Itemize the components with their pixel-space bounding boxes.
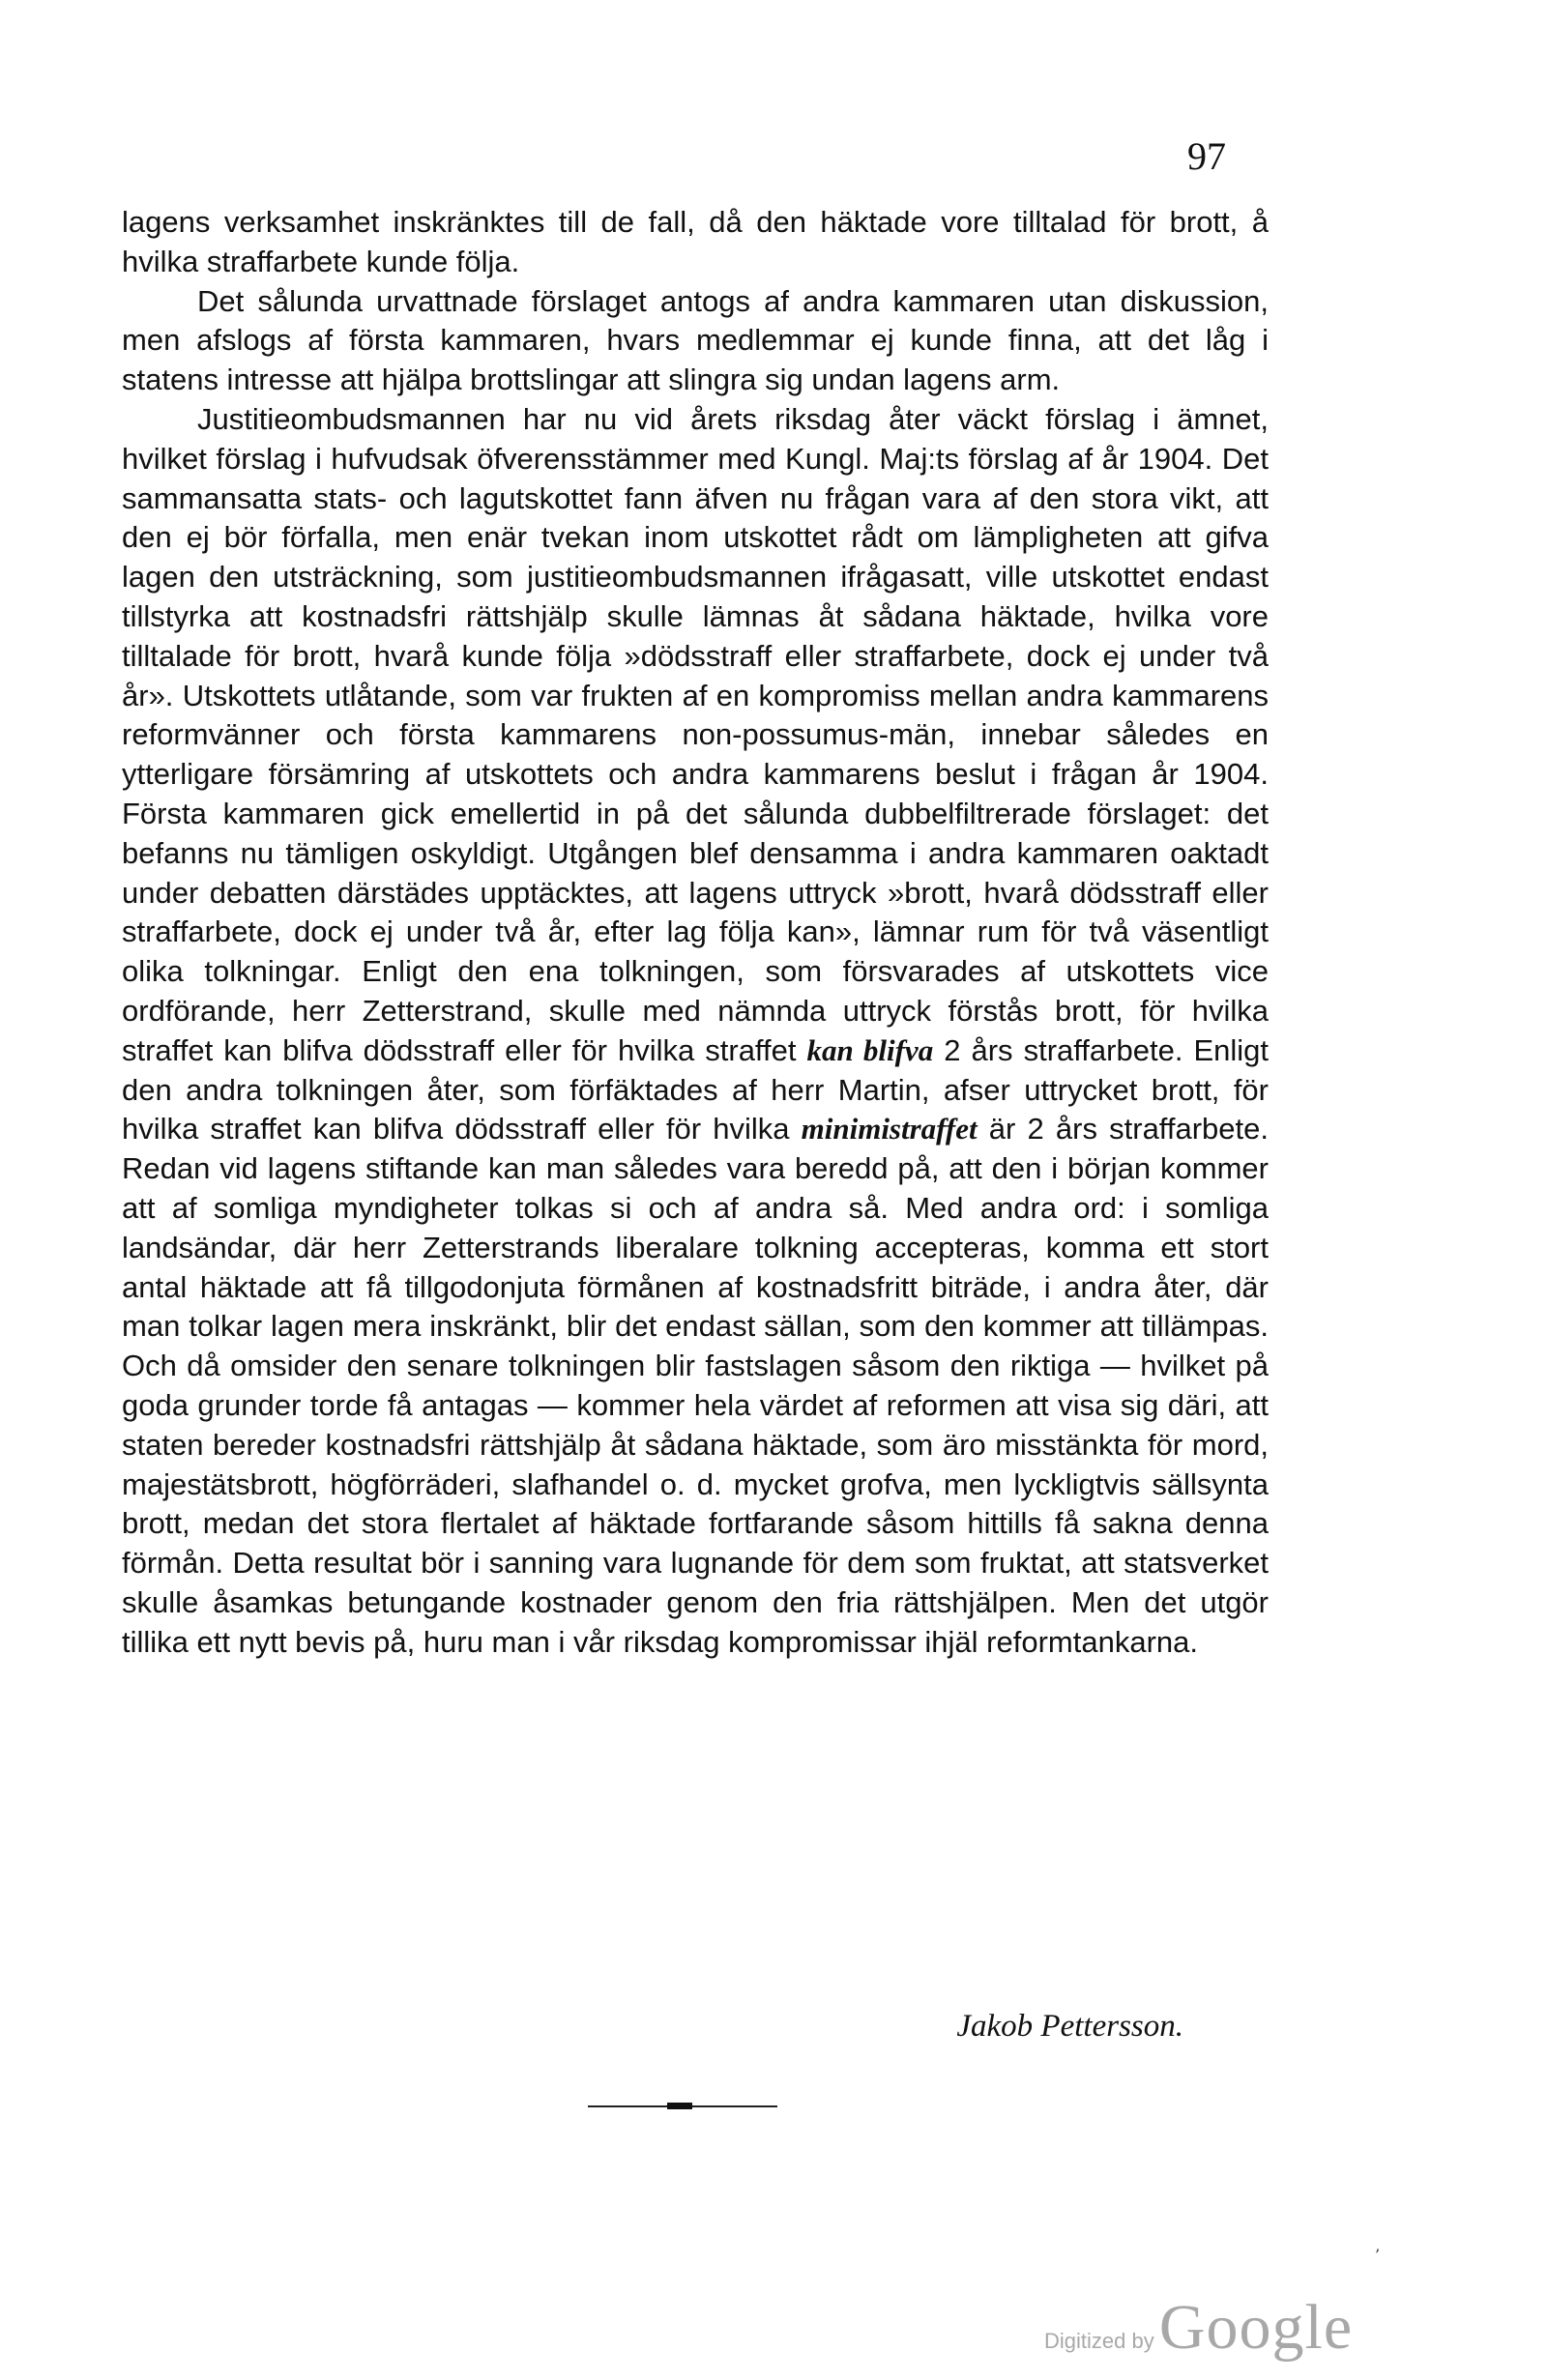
section-divider bbox=[588, 2105, 777, 2107]
paragraph-3-text: Justitieombudsmannen har nu vid årets riksdag åter väckt förslag i ämnet, hvilket förslag i hufvudsak öfverensstämmer med Kungl. Maj:ts förslag af år 1904. Det sammansatta stats- och lagutskottet fann äfven nu frågan vara af den stora vikt, att den ej bör förfalla, men enär tvekan inom utskottet rådt om lämpligheten att gifva lagen den utsträckning, som justitieombudsmannen ifrågasatt, ville utskottet endast tillstyrka att kostnadsfri rättshjälp skulle lämnas åt sådana häktade, hvilka vore tilltalade för brott, hvarå kunde följa »dödsstraff eller straffarbete, dock ej under två år». Utskottets utlåtande, som var frukten af en kompromiss mellan andra kammarens reformvänner och första kammarens non-possumus-män, innebar således en ytterligare försämring af utskottets och andra kammarens beslut i frågan år 1904. Första kammaren gick emellertid in på det sålunda dubbelfiltrerade förslaget: det befanns nu tämligen oskyldigt. Utgången blef densamma i andra kammaren oaktadt under debatten därstädes upptäcktes, att lagens uttryck »brott, hvarå dödsstraff eller straffarbete, dock ej under två år, efter lag följa kan», lämnar rum för två väsentligt olika tolkningar. Enligt den ena tolkningen, som försvarades af utskottets vice ordförande, herr Zetterstrand, skulle med nämnda uttryck förstås brott, för hvilka straffet kan blifva dödsstraff eller för hvilka straffet bbox=[122, 401, 1269, 1067]
paragraph-3-continued-2: är 2 års straffarbete. Redan vid lagens stiftande kan man således vara beredd på, att den i början kommer att af somliga myndigheter tolkas si och af andra så. Med andra ord: i somliga landsändar, där herr Zetterstrands liberalare tolkning accepteras, komma ett stort antal häktade att få tillgodonjuta förmånen af kostnadsfritt biträde, i andra åter, där man tolkar lagen mera inskränkt, blir det endast sällan, som den kommer att tillämpas. Och då omsider den senare tolkningen blir fastslagen såsom den riktiga — hvilket på goda grunder torde få antagas — kommer hela värdet af reformen att visa sig däri, att staten bereder kostnadsfri rättshjälp åt sådana häktade, som äro misstänkta för mord, majestätsbrott, högförräderi, slafhandel o. d. mycket grofva, men lyckligtvis sällsynta brott, medan det stora flertalet af häktade fortfarande såsom hittills få sakna denna förmån. Detta resultat bör i sanning vara lugnande för dem som fruktat, att statsverket skulle åsamkas betungande kostnader genom den fria rättshjälpen. Men det utgör tillika ett nytt bevis på, huru man i vår riksdag kompromissar ihjäl reformtankarna. bbox=[122, 1112, 1269, 1659]
divider-ornament bbox=[667, 2103, 692, 2109]
page-number: 97 bbox=[1187, 134, 1226, 178]
article-body bbox=[122, 203, 1269, 1662]
google-logo: Google bbox=[1158, 2292, 1354, 2363]
paragraph-3-continued: 2 års straffarbete. Enligt den andra tolkningen åter, som förfäktades af herr Martin, afser uttrycket brott, för hvilka straffet kan blifva dödsstraff eller för hvilka bbox=[122, 1032, 1269, 1146]
digitization-watermark bbox=[1044, 2291, 1353, 2365]
paragraph-2: Det sålunda urvattnade förslaget antogs af andra kammaren utan diskussion, men afslogs af första kammaren, hvars medlemmar ej kunde finna, att det låg i statens intresse att hjälpa brottslingar att slingra sig undan lagens arm. bbox=[122, 283, 1269, 397]
watermark-prefix: Digitized by bbox=[1044, 2329, 1154, 2353]
paragraph-3 bbox=[122, 400, 1269, 1663]
emphasis-kan-blifva: kan blifva bbox=[806, 1032, 934, 1067]
stray-ink-mark: ’ bbox=[1375, 2246, 1381, 2264]
emphasis-minimistraffet: minimistraffet bbox=[801, 1112, 978, 1146]
paragraph-1: lagens verksamhet inskränktes till de fall, då den häktade vore tilltalad för brott, å hvilka straffarbete kunde följa. bbox=[122, 205, 1269, 278]
author-signature: Jakob Pettersson. bbox=[956, 2009, 1183, 2044]
